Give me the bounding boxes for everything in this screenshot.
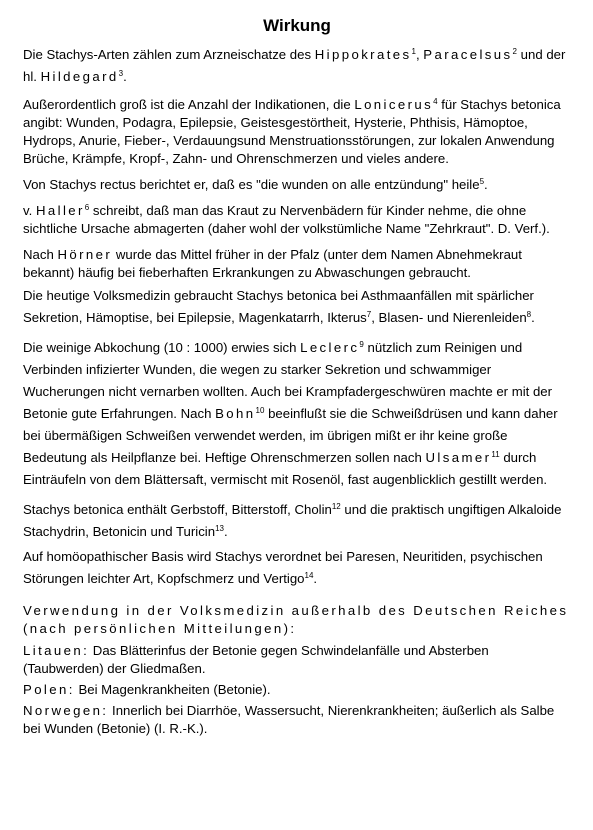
footnote-ref: 9 — [359, 340, 364, 349]
author-name: Bohn — [215, 406, 256, 421]
author-name: Haller — [35, 203, 85, 218]
footnote-ref: 2 — [512, 47, 517, 56]
paragraph-indikationen — [23, 96, 571, 168]
text: . — [123, 69, 127, 84]
paragraph-inhaltsstoffe — [23, 499, 571, 543]
text: Außerordentlich groß ist die Anzahl der Indikationen, die — [23, 97, 355, 112]
text: durch Einträufeln von dem Blättersaft, vermischt mit Rosenöl, fast augenblicklich gestillt werden. — [23, 450, 548, 487]
author-name: Lonicerus — [354, 97, 434, 112]
text: Auf homöopathischer Basis wird Stachys verordnet bei Paresen, Neuritiden, psychischen Störungen leichter Art, Kopfschmerz und Vertigo — [23, 549, 543, 586]
country-label: Litauen: — [23, 643, 90, 658]
text: beeinflußt sie die Schweißdrüsen und kann daher bei übermäßigen Schweißen verwendet werden, im übrigen mißt er ihr keine große Bedeutung als Heilpflanze bei. Heftige Ohrenschmerzen sollen nach — [23, 406, 558, 465]
text: für Stachys betonica angibt: Wunden, Podagra, Epilepsie, Geistesgestörtheit, Hysterie, Phthisis, Hämoptoe, Hydrops, Anurie, Fieber-, Verdauungsund Menstruationsstörungen, zur lokalen Anwendung Brüche, Krämpfe, Kropf-, Zahn- und Ohrenschmerzen und vieles andere. — [23, 97, 561, 166]
paragraph-haller — [23, 202, 571, 238]
text: und die praktisch ungiftigen Alkaloide Stachydrin, Betonicin und Turicin — [23, 502, 562, 539]
author-name: Ulsamer — [425, 450, 492, 465]
author-name: Hippokrates — [314, 47, 412, 62]
author-name: Hörner — [57, 247, 113, 262]
text: . — [223, 524, 228, 539]
section-heading-volksmedizin: Verwendung in der Volksmedizin außerhalb des Deutschen Reiches (nach persönlichen Mitteilungen): — [23, 603, 569, 636]
text: v. — [23, 203, 36, 218]
footnote-ref: 4 — [433, 97, 438, 106]
text: , — [415, 47, 424, 62]
footnote-ref: 3 — [118, 69, 124, 78]
text: nützlich zum Reinigen und Verbinden infizierter Wunden, die wegen zu starker Sekretion und schwammiger Wucherungen nicht vernarben wollten. Auch bei Krampfadergeschwüren machte er mit der Betonie gute Erfahrungen. Nach — [23, 340, 553, 421]
footnote-ref: 1 — [411, 47, 416, 56]
footnote-ref: 11 — [491, 450, 500, 459]
footnote-ref: 8 — [526, 310, 532, 319]
paragraph-stachys-rectus — [23, 176, 571, 194]
paragraph-arzneischatz — [23, 44, 571, 88]
paragraph-hoerner — [23, 246, 571, 282]
text: und der hl. — [23, 47, 566, 84]
footnote-ref: 13 — [215, 524, 224, 533]
text: wurde das Mittel früher in der Pfalz (unter dem Namen Abnehmekraut bekannt) häufig bei fieberhaften Erkrankungen zu Abwaschungen gebraucht. — [23, 247, 522, 280]
country-label: Norwegen: — [23, 703, 109, 718]
text: Bei Magenkrankheiten (Betonie). — [74, 682, 271, 697]
text: Die weinige Abkochung (10 : 1000) erwies sich — [23, 340, 301, 355]
text: Die heutige Volksmedizin gebraucht Stachys betonica bei Asthmaanfällen mit spärlicher Sekretion, Hämoptise, bei Epilepsie, Magenkatarrh, Ikterus — [23, 288, 534, 325]
text: , Blasen- und Nierenleiden — [371, 310, 527, 325]
author-name: Leclerc — [300, 340, 360, 355]
footnote-ref: 10 — [255, 406, 265, 415]
paragraph-homoeopathie — [23, 546, 571, 590]
entry-litauen — [23, 642, 571, 678]
footnote-ref: 6 — [84, 203, 90, 212]
text: Die Stachys-Arten zählen zum Arzneischatze des — [23, 47, 315, 62]
country-label: Polen: — [23, 682, 75, 697]
author-name: Hildegard — [40, 69, 119, 84]
entry-norwegen — [23, 702, 571, 738]
text: schreibt, daß man das Kraut zu Nervenbädern für Kinder nehme, die ohne sichtliche Ursache abmagerten (daher wohl der volkstümliche Name "Zehrkraut". D. Verf.). — [23, 203, 550, 236]
entry-polen — [23, 681, 571, 699]
text: Stachys betonica enthält Gerbstoff, Bitterstoff, Cholin — [23, 502, 332, 517]
text: . — [313, 571, 318, 586]
paragraph-abkochung — [23, 337, 571, 491]
footnote-ref: 7 — [366, 310, 372, 319]
text: . — [531, 310, 535, 325]
text: Von Stachys rectus berichtet er, daß es "die wunden on alle entzündung" heile — [23, 177, 480, 192]
footnote-ref: 14 — [304, 571, 314, 580]
text: . — [484, 177, 488, 192]
text: Innerlich bei Diarrhöe, Wassersucht, Nierenkrankheiten; äußerlich als Salbe bei Wunden (Betonie) (I. R.-K.). — [23, 703, 555, 736]
footnote-ref: 5 — [479, 177, 485, 186]
author-name: Paracelsus — [423, 47, 513, 62]
footnote-ref: 12 — [331, 502, 341, 511]
text: Das Blätterinfus der Betonie gegen Schwindelanfälle und Absterben (Taubwerden) der Gliedmaßen. — [23, 643, 489, 676]
page-title: Wirkung — [263, 16, 331, 35]
paragraph-volksmedizin-heute — [23, 285, 571, 329]
text: Nach — [23, 247, 58, 262]
